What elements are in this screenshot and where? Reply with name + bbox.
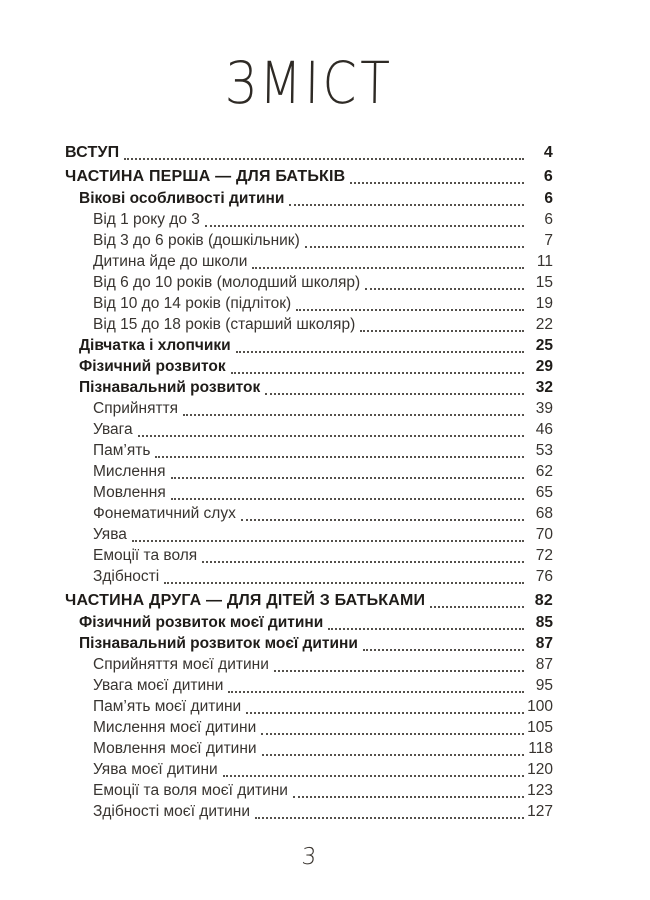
toc-entry-page: 70: [535, 526, 553, 543]
toc-entry-label: Фонематичний слух: [93, 505, 236, 522]
toc-entry: [65, 230, 553, 251]
toc-entry: [65, 654, 553, 675]
dot-leader: [205, 225, 524, 227]
toc-entry: [65, 503, 553, 524]
toc-entry: [65, 482, 553, 503]
dot-leader: [365, 288, 524, 290]
dot-leader: [138, 435, 524, 437]
toc-entry: [65, 590, 553, 611]
toc-entry-label: Фізичний розвиток моєї дитини: [79, 614, 324, 631]
toc-entry: [65, 738, 553, 759]
dot-leader: [124, 158, 524, 160]
toc-entry: [65, 440, 553, 461]
dot-leader: [231, 372, 524, 374]
toc-entry: [65, 377, 553, 398]
toc-entry-page: 39: [535, 400, 553, 417]
toc-entry-label: ЧАСТИНА ДРУГА — ДЛЯ ДІТЕЙ З БАТЬКАМИ: [65, 592, 426, 609]
toc-entry: [65, 524, 553, 545]
dot-leader: [274, 670, 524, 672]
contents-title: ЗМІСТ: [224, 49, 394, 117]
toc-entry-page: 25: [535, 337, 553, 354]
toc-entry: [65, 314, 553, 335]
dot-leader: [246, 712, 524, 714]
toc-entry: [65, 142, 553, 163]
toc-entry-label: Пам’ять моєї дитини: [93, 698, 242, 715]
toc-entry: [65, 356, 553, 377]
toc-entry-page: 87: [535, 656, 553, 673]
toc-entry-label: Фізичний розвиток: [79, 358, 226, 375]
toc-entry-label: Увага моєї дитини: [93, 677, 224, 694]
toc-entry-page: 118: [528, 740, 553, 757]
dot-leader: [265, 393, 524, 395]
dot-leader: [202, 561, 524, 563]
toc-entry-label: Пізнавальний розвиток моєї дитини: [79, 635, 358, 652]
dot-leader: [223, 775, 524, 777]
toc-entry: [65, 612, 553, 633]
dot-leader: [360, 330, 524, 332]
toc-entry-label: Мислення моєї дитини: [93, 719, 257, 736]
toc-entry: [65, 461, 553, 482]
toc-entry-page: 85: [535, 614, 553, 631]
toc-entry-page: 53: [535, 442, 553, 459]
toc-entry-label: Дитина йде до школи: [93, 253, 248, 270]
dot-leader: [183, 414, 524, 416]
toc-entry-label: Від 10 до 14 років (підліток): [93, 295, 292, 312]
toc-entry-label: Емоції та воля моєї дитини: [93, 782, 288, 799]
dot-leader: [293, 796, 524, 798]
toc-entry-page: 15: [535, 274, 553, 291]
toc-entry-page: 123: [527, 782, 553, 799]
toc-entry-page: 46: [535, 421, 553, 438]
dot-leader: [132, 540, 524, 542]
toc-entry-label: Дівчатка і хлопчики: [79, 337, 231, 354]
toc-entry-label: Увага: [93, 421, 133, 438]
toc-entry-page: 68: [535, 505, 553, 522]
toc-entry-page: 72: [535, 547, 553, 564]
dot-leader: [228, 691, 524, 693]
toc-entry: [65, 188, 553, 209]
toc-entry-label: Мовлення моєї дитини: [93, 740, 257, 757]
toc-entry-page: 29: [535, 358, 553, 375]
toc-entry-label: Мислення: [93, 463, 166, 480]
toc-entry-page: 82: [534, 592, 553, 609]
toc-entry-page: 76: [535, 568, 553, 585]
dot-leader: [241, 519, 524, 521]
dot-leader: [255, 817, 524, 819]
toc-entry: [65, 717, 553, 738]
dot-leader: [363, 649, 524, 651]
toc-entry: [65, 335, 553, 356]
toc-entry-label: Сприйняття: [93, 400, 179, 417]
toc-entry-label: Від 15 до 18 років (старший школяр): [93, 316, 356, 333]
dot-leader: [305, 246, 524, 248]
toc-entry: [65, 801, 553, 822]
toc-entry-label: ВСТУП: [65, 144, 120, 161]
toc-entry: [65, 166, 553, 187]
toc-entry-page: 7: [544, 232, 553, 249]
toc-list: [0, 142, 650, 822]
toc-entry-label: Здібності: [93, 568, 160, 585]
dot-leader: [350, 182, 524, 184]
toc-entry-page: 6: [543, 168, 553, 185]
toc-entry-page: 65: [535, 484, 553, 501]
toc-entry: [65, 545, 553, 566]
toc-entry: [65, 293, 553, 314]
toc-entry-page: 120: [527, 761, 553, 778]
toc-entry-page: 4: [543, 144, 553, 161]
toc-entry: [65, 675, 553, 696]
toc-entry-label: Мовлення: [93, 484, 166, 501]
toc-entry-label: ЧАСТИНА ПЕРША — ДЛЯ БАТЬКІВ: [65, 168, 346, 185]
dot-leader: [296, 309, 524, 311]
page-number-folio: 3: [300, 844, 318, 870]
toc-entry-label: Емоції та воля: [93, 547, 198, 564]
toc-entry-page: 87: [535, 635, 553, 652]
toc-entry: [65, 696, 553, 717]
toc-entry: [65, 633, 553, 654]
toc-entry-page: 22: [535, 316, 553, 333]
dot-leader: [289, 204, 524, 206]
dot-leader: [155, 456, 524, 458]
dot-leader: [236, 351, 524, 353]
toc-entry-label: Уява моєї дитини: [93, 761, 218, 778]
toc-entry-label: Здібності моєї дитини: [93, 803, 250, 820]
dot-leader: [171, 477, 525, 479]
dot-leader: [261, 733, 524, 735]
dot-leader: [262, 754, 524, 756]
toc-entry: [65, 251, 553, 272]
toc-entry-label: Від 1 року до 3: [93, 211, 200, 228]
toc-entry: [65, 759, 553, 780]
toc-entry-label: Від 6 до 10 років (молодший школяр): [93, 274, 361, 291]
dot-leader: [252, 267, 524, 269]
toc-entry: [65, 398, 553, 419]
toc-entry-label: Сприйняття моєї дитини: [93, 656, 269, 673]
toc-entry: [65, 780, 553, 801]
toc-entry: [65, 419, 553, 440]
toc-entry-label: Пізнавальний розвиток: [79, 379, 261, 396]
contents-title-wrap: [65, 0, 553, 130]
toc-entry-page: 32: [535, 379, 553, 396]
toc-entry-page: 105: [527, 719, 553, 736]
toc-entry-label: Уява: [93, 526, 127, 543]
toc-entry-page: 6: [544, 211, 553, 228]
toc-entry-page: 95: [535, 677, 553, 694]
toc-entry-label: Від 3 до 6 років (дошкільник): [93, 232, 300, 249]
toc-entry-label: Пам’ять: [93, 442, 151, 459]
toc-entry-page: 127: [527, 803, 553, 820]
toc-entry-page: 19: [535, 295, 553, 312]
toc-entry-page: 6: [544, 190, 553, 207]
dot-leader: [164, 582, 524, 584]
dot-leader: [430, 606, 524, 608]
toc-entry: [65, 272, 553, 293]
dot-leader: [328, 628, 524, 630]
toc-entry: [65, 209, 553, 230]
toc-entry: [65, 566, 553, 587]
toc-entry-page: 100: [527, 698, 553, 715]
dot-leader: [171, 498, 524, 500]
toc-entry-page: 11: [536, 253, 553, 270]
toc-entry-label: Вікові особливості дитини: [79, 190, 285, 207]
toc-entry-page: 62: [535, 463, 553, 480]
